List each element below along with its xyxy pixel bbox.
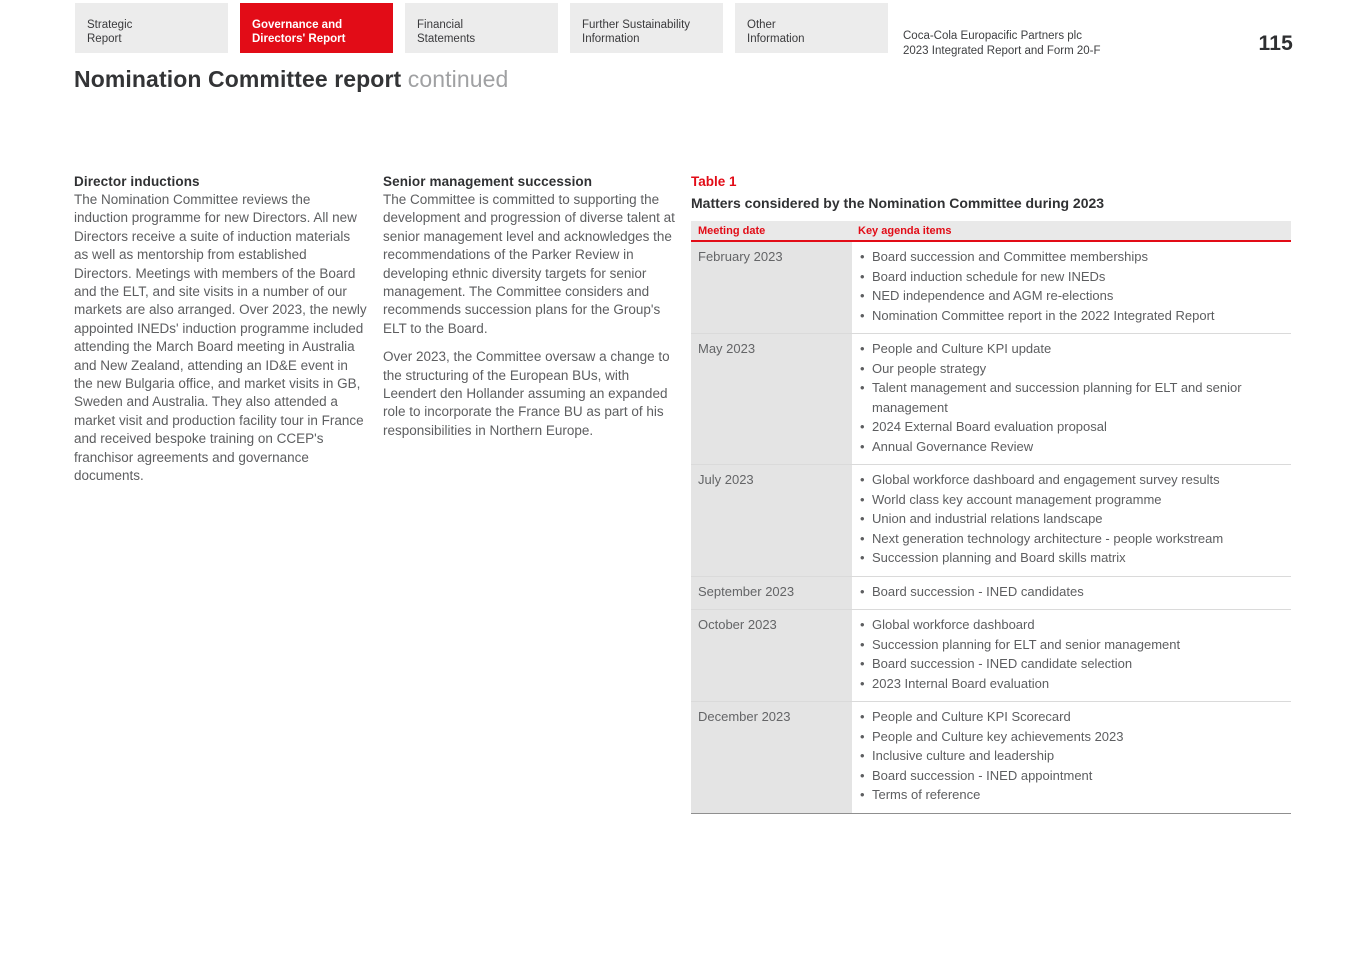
- agenda-item: • Inclusive culture and leadership: [858, 746, 1287, 766]
- agenda-item: • Talent management and succession planning for ELT and senior management: [858, 378, 1287, 417]
- table-row: [691, 465, 1291, 577]
- agenda-item-list: [858, 615, 1287, 693]
- publication-company: Coca-Cola Europacific Partners plc: [903, 30, 1082, 42]
- section-director-inductions: [74, 174, 368, 496]
- table-body: [691, 242, 1291, 814]
- table-title: Matters considered by the Nomination Committee during 2023: [691, 195, 1105, 211]
- key-agenda-items-cell: [855, 334, 1291, 464]
- agenda-item-list: [858, 582, 1287, 602]
- agenda-item: • Succession planning and Board skills matrix: [858, 548, 1287, 568]
- table-label: Table 1: [691, 174, 737, 189]
- key-agenda-items-cell: [855, 702, 1291, 813]
- meeting-date-cell: October 2023: [691, 610, 855, 701]
- agenda-item: • World class key account management programme: [858, 490, 1287, 510]
- agenda-item-list: [858, 339, 1287, 456]
- table-row: [691, 577, 1291, 611]
- agenda-item-list: [858, 247, 1287, 325]
- table-header-row: [691, 221, 1291, 242]
- agenda-item: • Board induction schedule for new INEDs: [858, 267, 1287, 287]
- header-tabs: [75, 3, 888, 53]
- table-row: [691, 610, 1291, 702]
- tab-governance-and-directors-report[interactable]: Governance and Directors' Report: [240, 3, 393, 53]
- page-title-main: Nomination Committee report: [74, 66, 402, 92]
- table-row: [691, 334, 1291, 465]
- meeting-date-cell: February 2023: [691, 242, 855, 333]
- agenda-item: • Board succession - INED appointment: [858, 766, 1287, 786]
- key-agenda-items-cell: [855, 610, 1291, 701]
- meeting-date-cell: September 2023: [691, 577, 855, 610]
- meeting-date-cell: December 2023: [691, 702, 855, 813]
- key-agenda-items-cell: [855, 465, 1291, 576]
- agenda-item-list: [858, 707, 1287, 805]
- tab-strategic-report[interactable]: Strategic Report: [75, 3, 228, 53]
- agenda-item: • Board succession - INED candidate selection: [858, 654, 1287, 674]
- agenda-item: • Global workforce dashboard and engagement survey results: [858, 470, 1287, 490]
- agenda-item: • People and Culture KPI update: [858, 339, 1287, 359]
- tab-financial-statements[interactable]: Financial Statements: [405, 3, 558, 53]
- section-heading-senior-management-succession: Senior management succession: [383, 174, 593, 189]
- meeting-date-cell: May 2023: [691, 334, 855, 464]
- section-paragraph: The Nomination Committee reviews the induction programme for new Directors. All new Directors receive a suite of induction materials as well as mentorship from established Directors. Meetings with members of the Board and the ELT, and site visits in a number of our markets are also arranged. Over 2023, the newly appointed INEDs' induction programme included attending the March Board meeting in Australia and New Zealand, attending an ID&E event in the new Bulgaria office, and market visits in GB, Sweden and Australia. They also attended a market visit and production facility tour in France and received bespoke training on CCEP's franchisor agreements and governance documents.: [74, 192, 367, 484]
- meetings-table: [691, 221, 1291, 814]
- meeting-date-cell: July 2023: [691, 465, 855, 576]
- agenda-item: • Terms of reference: [858, 785, 1287, 805]
- agenda-item: • People and Culture KPI Scorecard: [858, 707, 1287, 727]
- agenda-item: • Board succession - INED candidates: [858, 582, 1287, 602]
- agenda-item: • 2023 Internal Board evaluation: [858, 674, 1287, 694]
- section-senior-management-succession: [383, 174, 675, 450]
- agenda-item: • Board succession and Committee memberships: [858, 247, 1287, 267]
- agenda-item: • People and Culture key achievements 2023: [858, 727, 1287, 747]
- table-row: [691, 242, 1291, 334]
- section-heading-director-inductions: Director inductions: [74, 174, 200, 189]
- agenda-item: • Global workforce dashboard: [858, 615, 1287, 635]
- agenda-item: • NED independence and AGM re-elections: [858, 286, 1287, 306]
- publication-info: [903, 29, 1101, 58]
- agenda-item: • Next generation technology architecture - people workstream: [858, 529, 1287, 549]
- publication-report-name: 2023 Integrated Report and Form 20-F: [903, 44, 1101, 57]
- page-number: 115: [1258, 32, 1293, 55]
- section-paragraph: The Committee is committed to supporting the development and progression of diverse talent at senior management level and acknowledges the recommendations of the Parker Review in developing ethnic diversity targets for senior management. The Committee considers and recommends succession plans for the Group's ELT to the Board.: [383, 192, 675, 336]
- agenda-item: • 2024 External Board evaluation proposal: [858, 417, 1287, 437]
- tab-other-information[interactable]: Other Information: [735, 3, 888, 53]
- agenda-item: • Nomination Committee report in the 2022 Integrated Report: [858, 306, 1287, 326]
- page-title-continued: continued: [401, 66, 509, 92]
- agenda-item: • Succession planning for ELT and senior management: [858, 635, 1287, 655]
- tab-further-sustainability-information[interactable]: Further Sustainability Information: [570, 3, 723, 53]
- agenda-item: • Union and industrial relations landscape: [858, 509, 1287, 529]
- section-paragraph: Over 2023, the Committee oversaw a change to the structuring of the European BUs, with Leendert den Hollander assuming an expanded role to incorporate the France BU as part of his responsibilities in Northern Europe.: [383, 349, 670, 438]
- agenda-item-list: [858, 470, 1287, 568]
- agenda-item: • Our people strategy: [858, 359, 1287, 379]
- key-agenda-items-cell: [855, 577, 1291, 610]
- key-agenda-items-cell: [855, 242, 1291, 333]
- table-row: [691, 702, 1291, 814]
- page-title: [74, 66, 508, 93]
- agenda-item: • Annual Governance Review: [858, 437, 1287, 457]
- column-header-key-agenda-items: Key agenda items: [858, 224, 952, 237]
- column-header-meeting-date: Meeting date: [698, 224, 766, 237]
- table-section: [691, 174, 1291, 814]
